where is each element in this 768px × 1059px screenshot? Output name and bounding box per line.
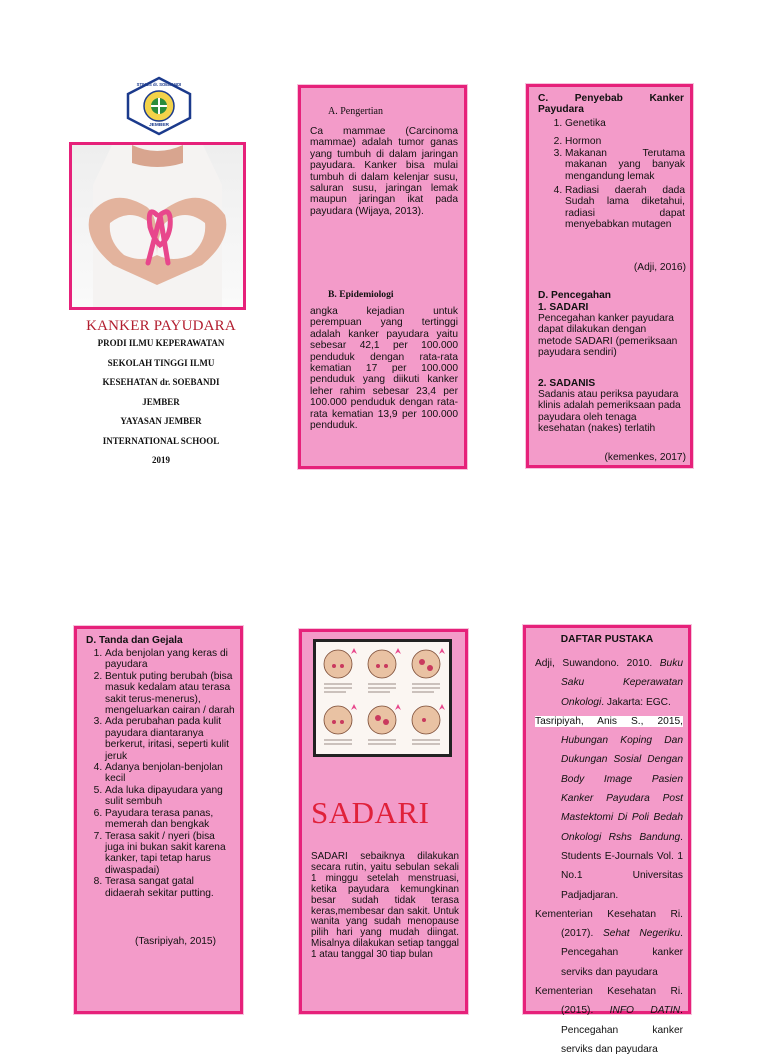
panel-sadari xyxy=(299,629,468,1014)
cover-lines xyxy=(56,338,266,475)
gejala-item: 4. Adanya benjolan-benjolan kecil xyxy=(105,762,235,785)
panel-daftar-pustaka xyxy=(523,625,691,1055)
cover-line: 2019 xyxy=(152,455,170,465)
sadari-title: SADARI xyxy=(311,795,430,830)
gejala-item: 5. Ada luka dipayudara yang sulit sembuh xyxy=(105,785,235,808)
college-logo xyxy=(124,76,194,136)
pengertian-text: Ca mammae (Carcinoma mammae) adalah tumor ganas yang tumbuh di dalam jaringan payudara. Kanker bisa mulai tumbuh di dalam kelenjar susu, saluran susu, jaringan lemak maupun jaringan ikat pada payudara (Wijaya, 2013). xyxy=(310,126,458,217)
panel-penyebab-pencegahan xyxy=(526,84,693,468)
heart-hands-photo xyxy=(72,145,243,307)
penyebab-item: 4. Radiasi daerah dada Sudah lama diketahui, radiasi dapat menyebabkan mutagen xyxy=(565,185,685,231)
cover-line: YAYASAN JEMBER xyxy=(120,416,202,426)
panel-tanda-gejala xyxy=(74,626,243,1014)
cover-line: PRODI ILMU KEPERAWATAN xyxy=(97,338,225,348)
cover-line: KESEHATAN dr. SOEBANDI xyxy=(102,377,220,387)
heading-sadari-short: 1. SADARI xyxy=(538,302,589,313)
penyebab-citation: (Adji, 2016) xyxy=(633,262,686,273)
cover-line: INTERNATIONAL SCHOOL xyxy=(102,435,220,446)
heading-sadanis: 2. SADANIS xyxy=(538,378,596,389)
reference-item: Kementerian Kesehatan Ri. (2015). INFO DATIN. Pencegahan kanker serviks dan payudara xyxy=(535,986,683,1055)
cover-line: SEKOLAH TINGGI ILMU xyxy=(107,357,215,368)
reference-item: Tasripiyah, Anis S., 2015, Hubungan Koping Dan Dukungan Sosial Dengan Body Image Pasien Kanker Payudara Post Mastektomi Di Poli Bedah Onkologi Rshs Bandung. Students E-Journals Vol. 1 No.1 Universitas Padjadjaran. xyxy=(535,715,683,901)
penyebab-item: 2. Hormon xyxy=(565,136,685,147)
heading-daftar-pustaka: DAFTAR PUSTAKA xyxy=(560,634,654,645)
gejala-citation: (Tasripiyah, 2015) xyxy=(135,936,216,947)
penyebab-list xyxy=(535,118,685,231)
heading-pengertian: A. Pengertian xyxy=(328,106,383,117)
reference-list xyxy=(535,654,683,1059)
heading-tanda-gejala: D. Tanda dan Gejala xyxy=(86,635,183,646)
gejala-item: 6. Payudara terasa panas, memerah dan bengkak xyxy=(105,808,235,831)
heading-pencegahan: D. Pencegahan xyxy=(538,290,612,301)
sadari-text: SADARI sebaiknya dilakukan secara rutin, yaitu sebulan sekali 1 minggu setelah menstruasi, ketika payudara kemungkinan besar sudah tidak terasa keras,membesar dan sakit. Untuk wanita yang sudah menopause pilih hari yang mudah diingat. Misalnya dilakukan setiap tanggal 1 atau tanggal 30 tiap bulan xyxy=(311,851,459,961)
gejala-item: 2. Bentuk puting berubah (bisa masuk kedalam atau terasa sakit terus-menerus), mengeluarkan cairan / darah xyxy=(105,671,235,717)
logo-top-text: STIKES dr. SOEBANDI xyxy=(136,82,182,87)
sadari-short-text: Pencegahan kanker payudara dapat dilakukan dengan metode SADARI (pemeriksaan payudara sendiri) xyxy=(538,313,678,359)
gejala-item: 1. Ada benjolan yang keras di payudara xyxy=(105,648,235,671)
reference-item: Kementerian Kesehatan Ri. (2017). Sehat Negeriku. Pencegahan kanker serviks dan payudara xyxy=(535,908,683,978)
epidemiologi-text: angka kejadian untuk perempuan yang tertinggi adalah kanker payudara yaitu sebesar 42,1 per 100.000 penduduk dengan rata-rata kematian 17 per 100.000 penduduk yang diikuti kanker leher rahim sebesar 23,4 per 100.000 penduduk dengan rata-rata kematian 13,9 per 100.000 penduduk. xyxy=(310,306,458,432)
gejala-item: 8. Terasa sangat gatal didaerah sekitar putting. xyxy=(105,876,235,899)
logo-bottom-text: JEMBER xyxy=(149,123,169,128)
pencegahan-citation: (kemenkes, 2017) xyxy=(604,452,686,463)
reference-item: Adji, Suwandono. 2010. Buku Saku Keperawatan Onkologi. Jakarta: EGC. xyxy=(535,658,683,708)
sadanis-text: Sadanis atau periksa payudara klinis adalah pemeriksaan pada payudara oleh tenaga kesehatan (nakes) terlatih xyxy=(538,389,681,435)
sadari-steps-illustration xyxy=(313,639,452,757)
cover-title: KANKER PAYUDARA xyxy=(86,318,236,334)
gejala-item: 3. Ada perubahan pada kulit payudara diantaranya berkerut, iritasi, seperti kulit jeruk xyxy=(105,716,235,762)
heading-epidemiologi: B. Epidemiologi xyxy=(328,289,394,300)
cover-photo-frame xyxy=(69,142,246,310)
gejala-item: 7. Terasa sakit / nyeri (bisa juga ini bukan sakit karena kanker, tapi tetap harus diwaspadai) xyxy=(105,831,235,877)
penyebab-item: 1. Genetika xyxy=(565,118,685,129)
heading-penyebab: C. Penyebab Kanker Payudara xyxy=(538,93,684,116)
gejala-list xyxy=(75,648,235,899)
penyebab-item: 3. Makanan Terutama makanan yang banyak mengandung lemak xyxy=(565,148,685,182)
cover-line: JEMBER xyxy=(142,396,180,407)
panel-pengertian-epidemiologi xyxy=(298,85,467,469)
